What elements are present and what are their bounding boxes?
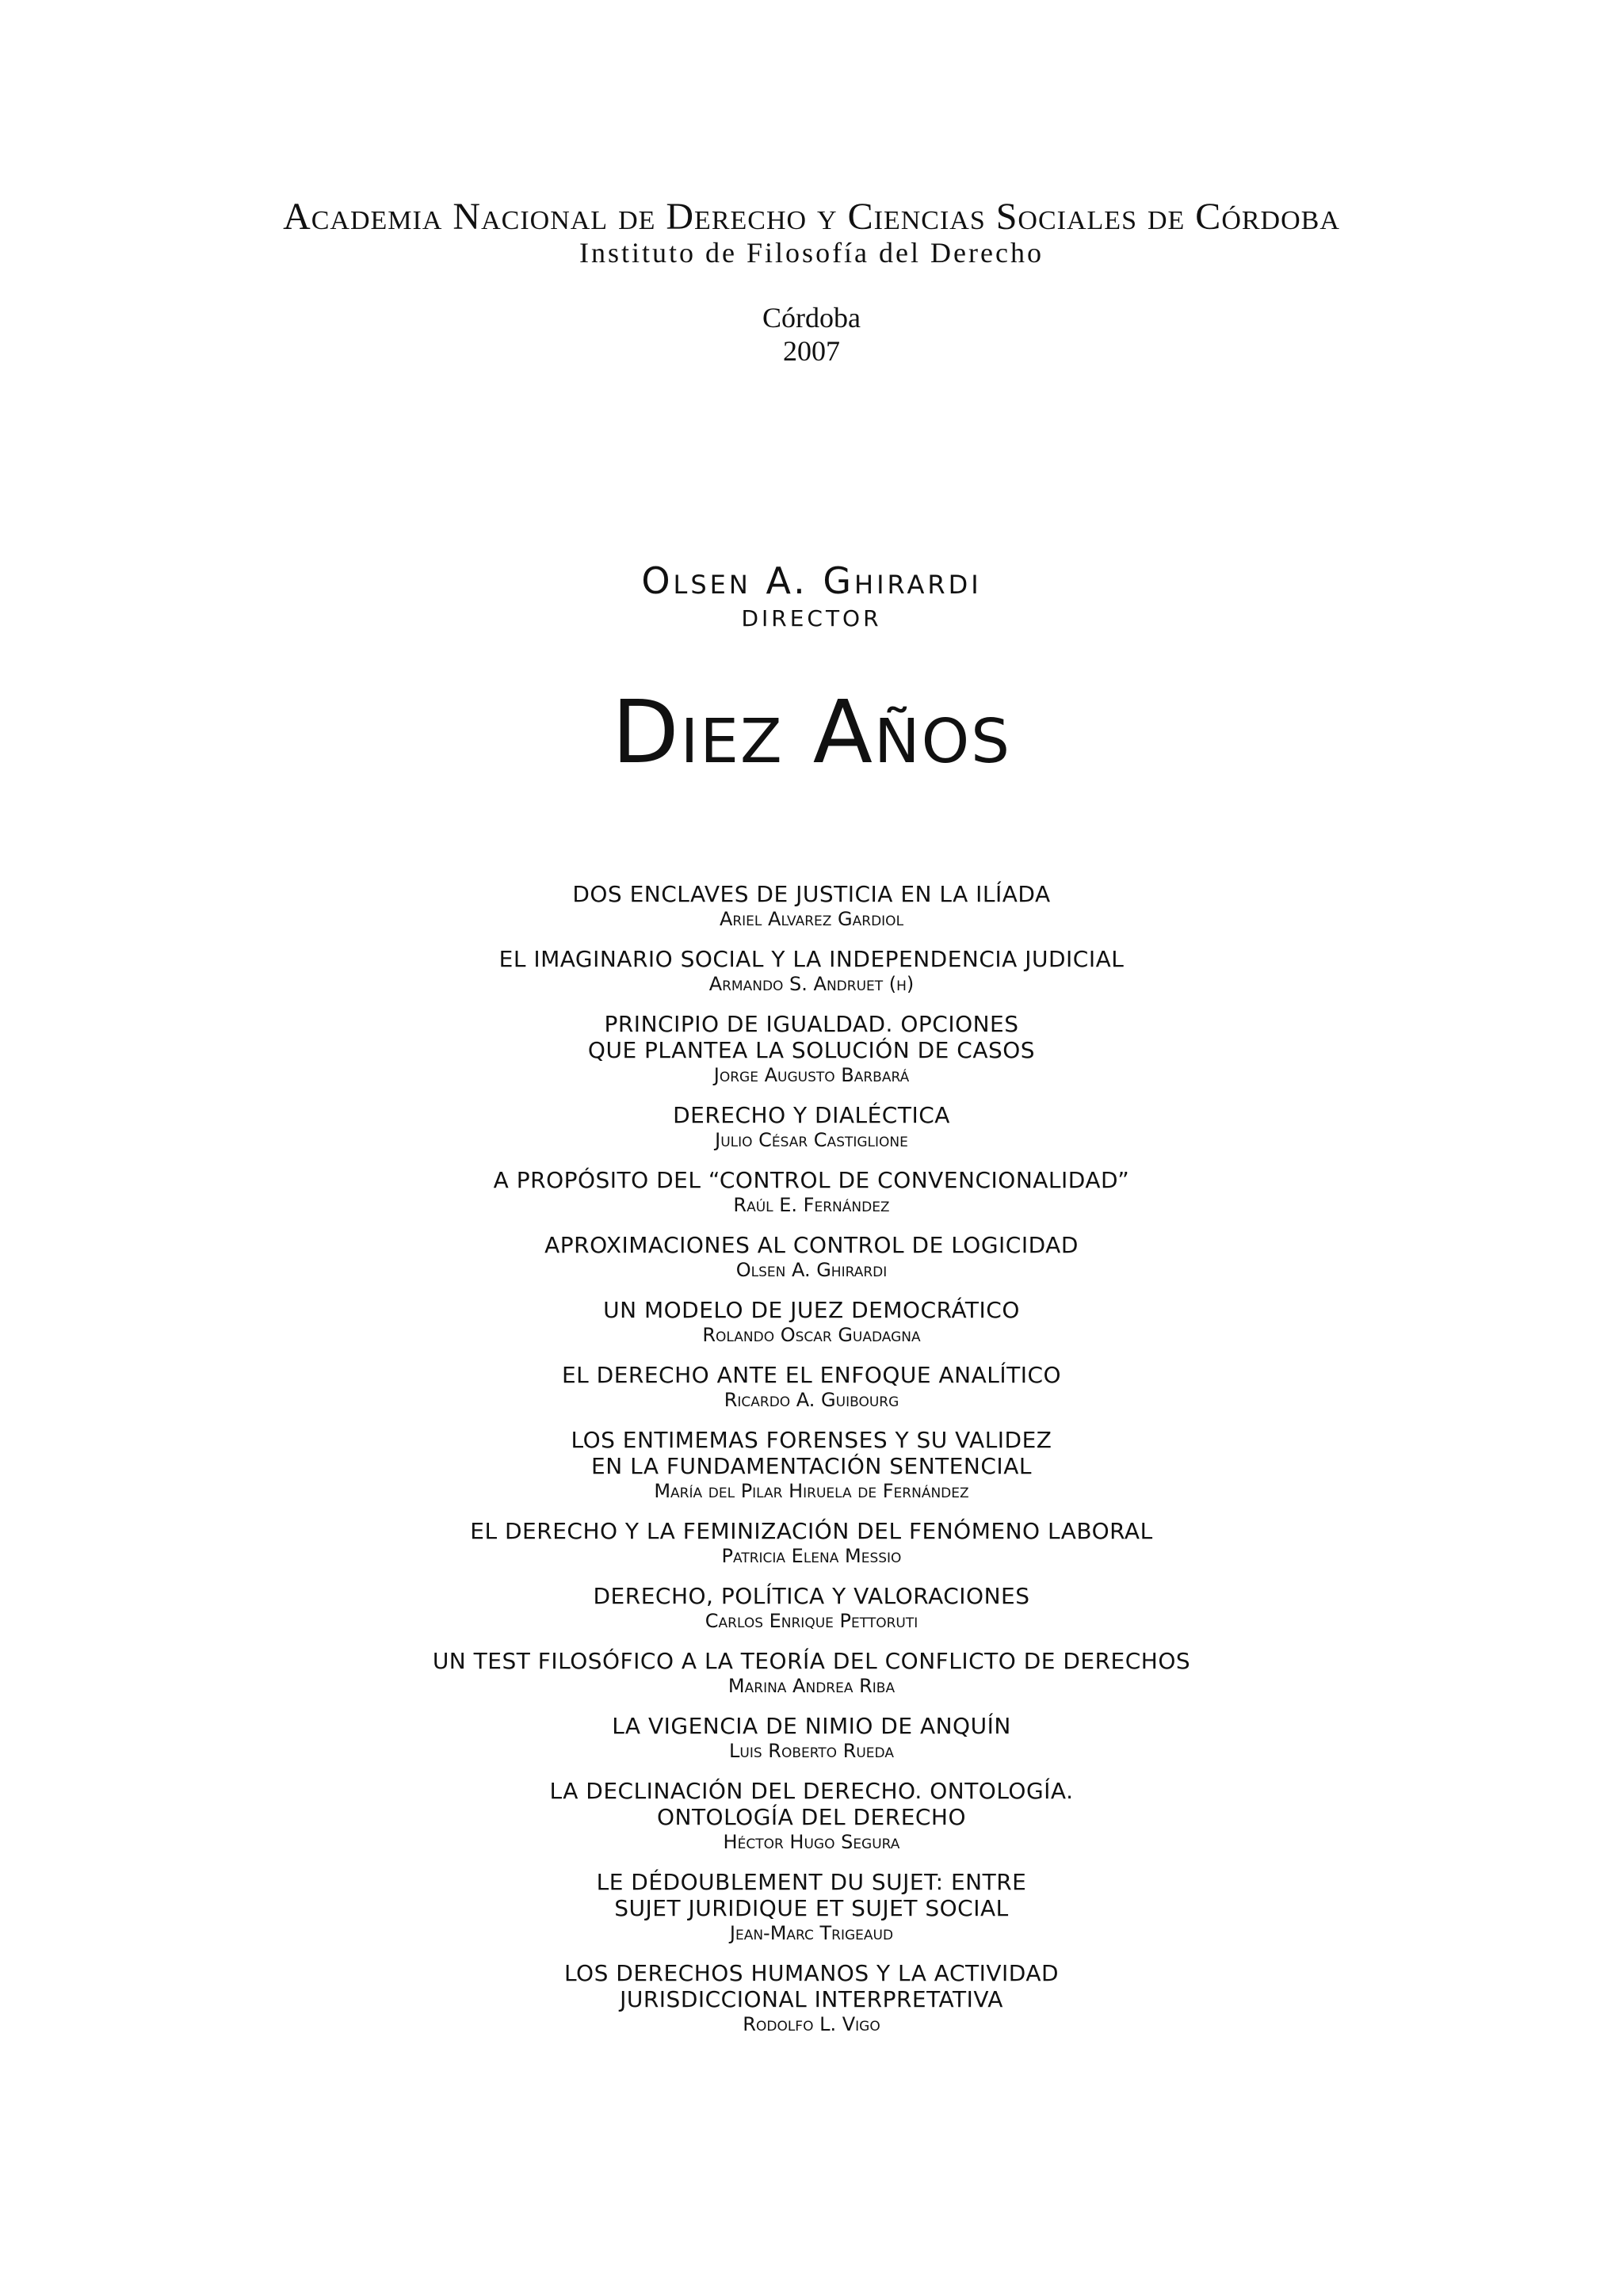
toc-entry-title: LOS ENTIMEMAS FORENSES Y SU VALIDEZ EN LA FUNDAMENTACIÓN SENTENCIAL — [571, 1427, 1052, 1479]
toc-entry-author: Ricardo A. Guibourg — [724, 1389, 899, 1411]
toc-entry — [0, 1778, 1623, 1854]
toc-entry-author: Olsen A. Ghirardi — [735, 1259, 888, 1281]
toc-entry-author: Carlos Enrique Pettoruti — [705, 1610, 918, 1632]
toc-entry-author: Julio César Castiglione — [715, 1129, 908, 1151]
table-of-contents — [0, 881, 1623, 2051]
toc-entry-author: Marina Andrea Riba — [727, 1675, 896, 1697]
toc-entry — [0, 1648, 1623, 1698]
toc-entry — [0, 1518, 1623, 1568]
toc-entry — [0, 1011, 1623, 1087]
publication-city: Córdoba — [762, 302, 861, 334]
toc-entry — [0, 1583, 1623, 1633]
toc-entry — [0, 1427, 1623, 1503]
toc-entry-title: PRINCIPIO DE IGUALDAD. OPCIONES QUE PLANTEA LA SOLUCIÓN DE CASOS — [587, 1011, 1036, 1063]
toc-entry-title: LA DECLINACIÓN DEL DERECHO. ONTOLOGÍA. ONTOLOGÍA DEL DERECHO — [549, 1778, 1074, 1830]
toc-entry-title: UN MODELO DE JUEZ DEMOCRÁTICO — [603, 1297, 1020, 1323]
toc-entry — [0, 1960, 1623, 2036]
toc-entry-title: LE DÉDOUBLEMENT DU SUJET: ENTRE SUJET JURIDIQUE ET SUJET SOCIAL — [596, 1869, 1027, 1921]
toc-entry-author: Ariel Alvarez Gardiol — [719, 908, 904, 930]
toc-entry-author: Luis Roberto Rueda — [729, 1740, 894, 1762]
toc-entry — [0, 946, 1623, 996]
toc-entry — [0, 1869, 1623, 1945]
book-title: Diez Años — [611, 681, 1012, 783]
toc-entry — [0, 881, 1623, 931]
toc-entry-author: Raúl E. Fernández — [733, 1194, 890, 1216]
toc-entry-author: Jean-Marc Trigeaud — [729, 1922, 894, 1944]
toc-entry-author: Patricia Elena Messio — [721, 1545, 902, 1567]
publication-year: 2007 — [783, 335, 840, 367]
toc-entry-author: María del Pilar Hiruela de Fernández — [654, 1480, 969, 1502]
toc-entry-title: LOS DERECHOS HUMANOS Y LA ACTIVIDAD JURISDICCIONAL INTERPRETATIVA — [563, 1960, 1060, 2012]
toc-entry-title: A PROPÓSITO DEL “CONTROL DE CONVENCIONALIDAD” — [493, 1167, 1130, 1193]
toc-entry-title: APROXIMACIONES AL CONTROL DE LOGICIDAD — [544, 1232, 1079, 1258]
toc-entry-title: EL DERECHO ANTE EL ENFOQUE ANALÍTICO — [561, 1362, 1062, 1388]
toc-entry — [0, 1102, 1623, 1152]
toc-entry — [0, 1232, 1623, 1282]
toc-entry-title: LA VIGENCIA DE NIMIO DE ANQUÍN — [612, 1713, 1011, 1739]
toc-entry-title: EL DERECHO Y LA FEMINIZACIÓN DEL FENÓMENO LABORAL — [470, 1518, 1153, 1544]
toc-entry-author: Rolando Oscar Guadagna — [702, 1324, 921, 1346]
toc-entry-title: DERECHO Y DIALÉCTICA — [673, 1102, 950, 1128]
toc-entry-title: UN TEST FILOSÓFICO A LA TEORÍA DEL CONFLICTO DE DERECHOS — [432, 1648, 1191, 1674]
toc-entry-title: EL IMAGINARIO SOCIAL Y LA INDEPENDENCIA JUDICIAL — [498, 946, 1125, 972]
director-role: DIRECTOR — [741, 605, 882, 631]
toc-entry-title: DERECHO, POLÍTICA Y VALORACIONES — [593, 1583, 1030, 1609]
institute-name: Instituto de Filosofía del Derecho — [579, 237, 1044, 269]
toc-entry-author: Jorge Augusto Barbará — [713, 1064, 910, 1086]
toc-entry-author: Armando S. Andruet (h) — [708, 973, 915, 995]
director-name: Olsen A. Ghirardi — [641, 559, 982, 602]
toc-entry — [0, 1362, 1623, 1412]
toc-entry — [0, 1713, 1623, 1763]
toc-entry — [0, 1167, 1623, 1217]
academy-name: Academia Nacional de Derecho y Ciencias Sociales de Córdoba — [283, 196, 1340, 238]
toc-entry — [0, 1297, 1623, 1347]
toc-entry-author: Rodolfo L. Vigo — [743, 2013, 880, 2035]
toc-entry-author: Héctor Hugo Segura — [723, 1831, 900, 1853]
toc-entry-title: DOS ENCLAVES DE JUSTICIA EN LA ILÍADA — [572, 881, 1051, 907]
